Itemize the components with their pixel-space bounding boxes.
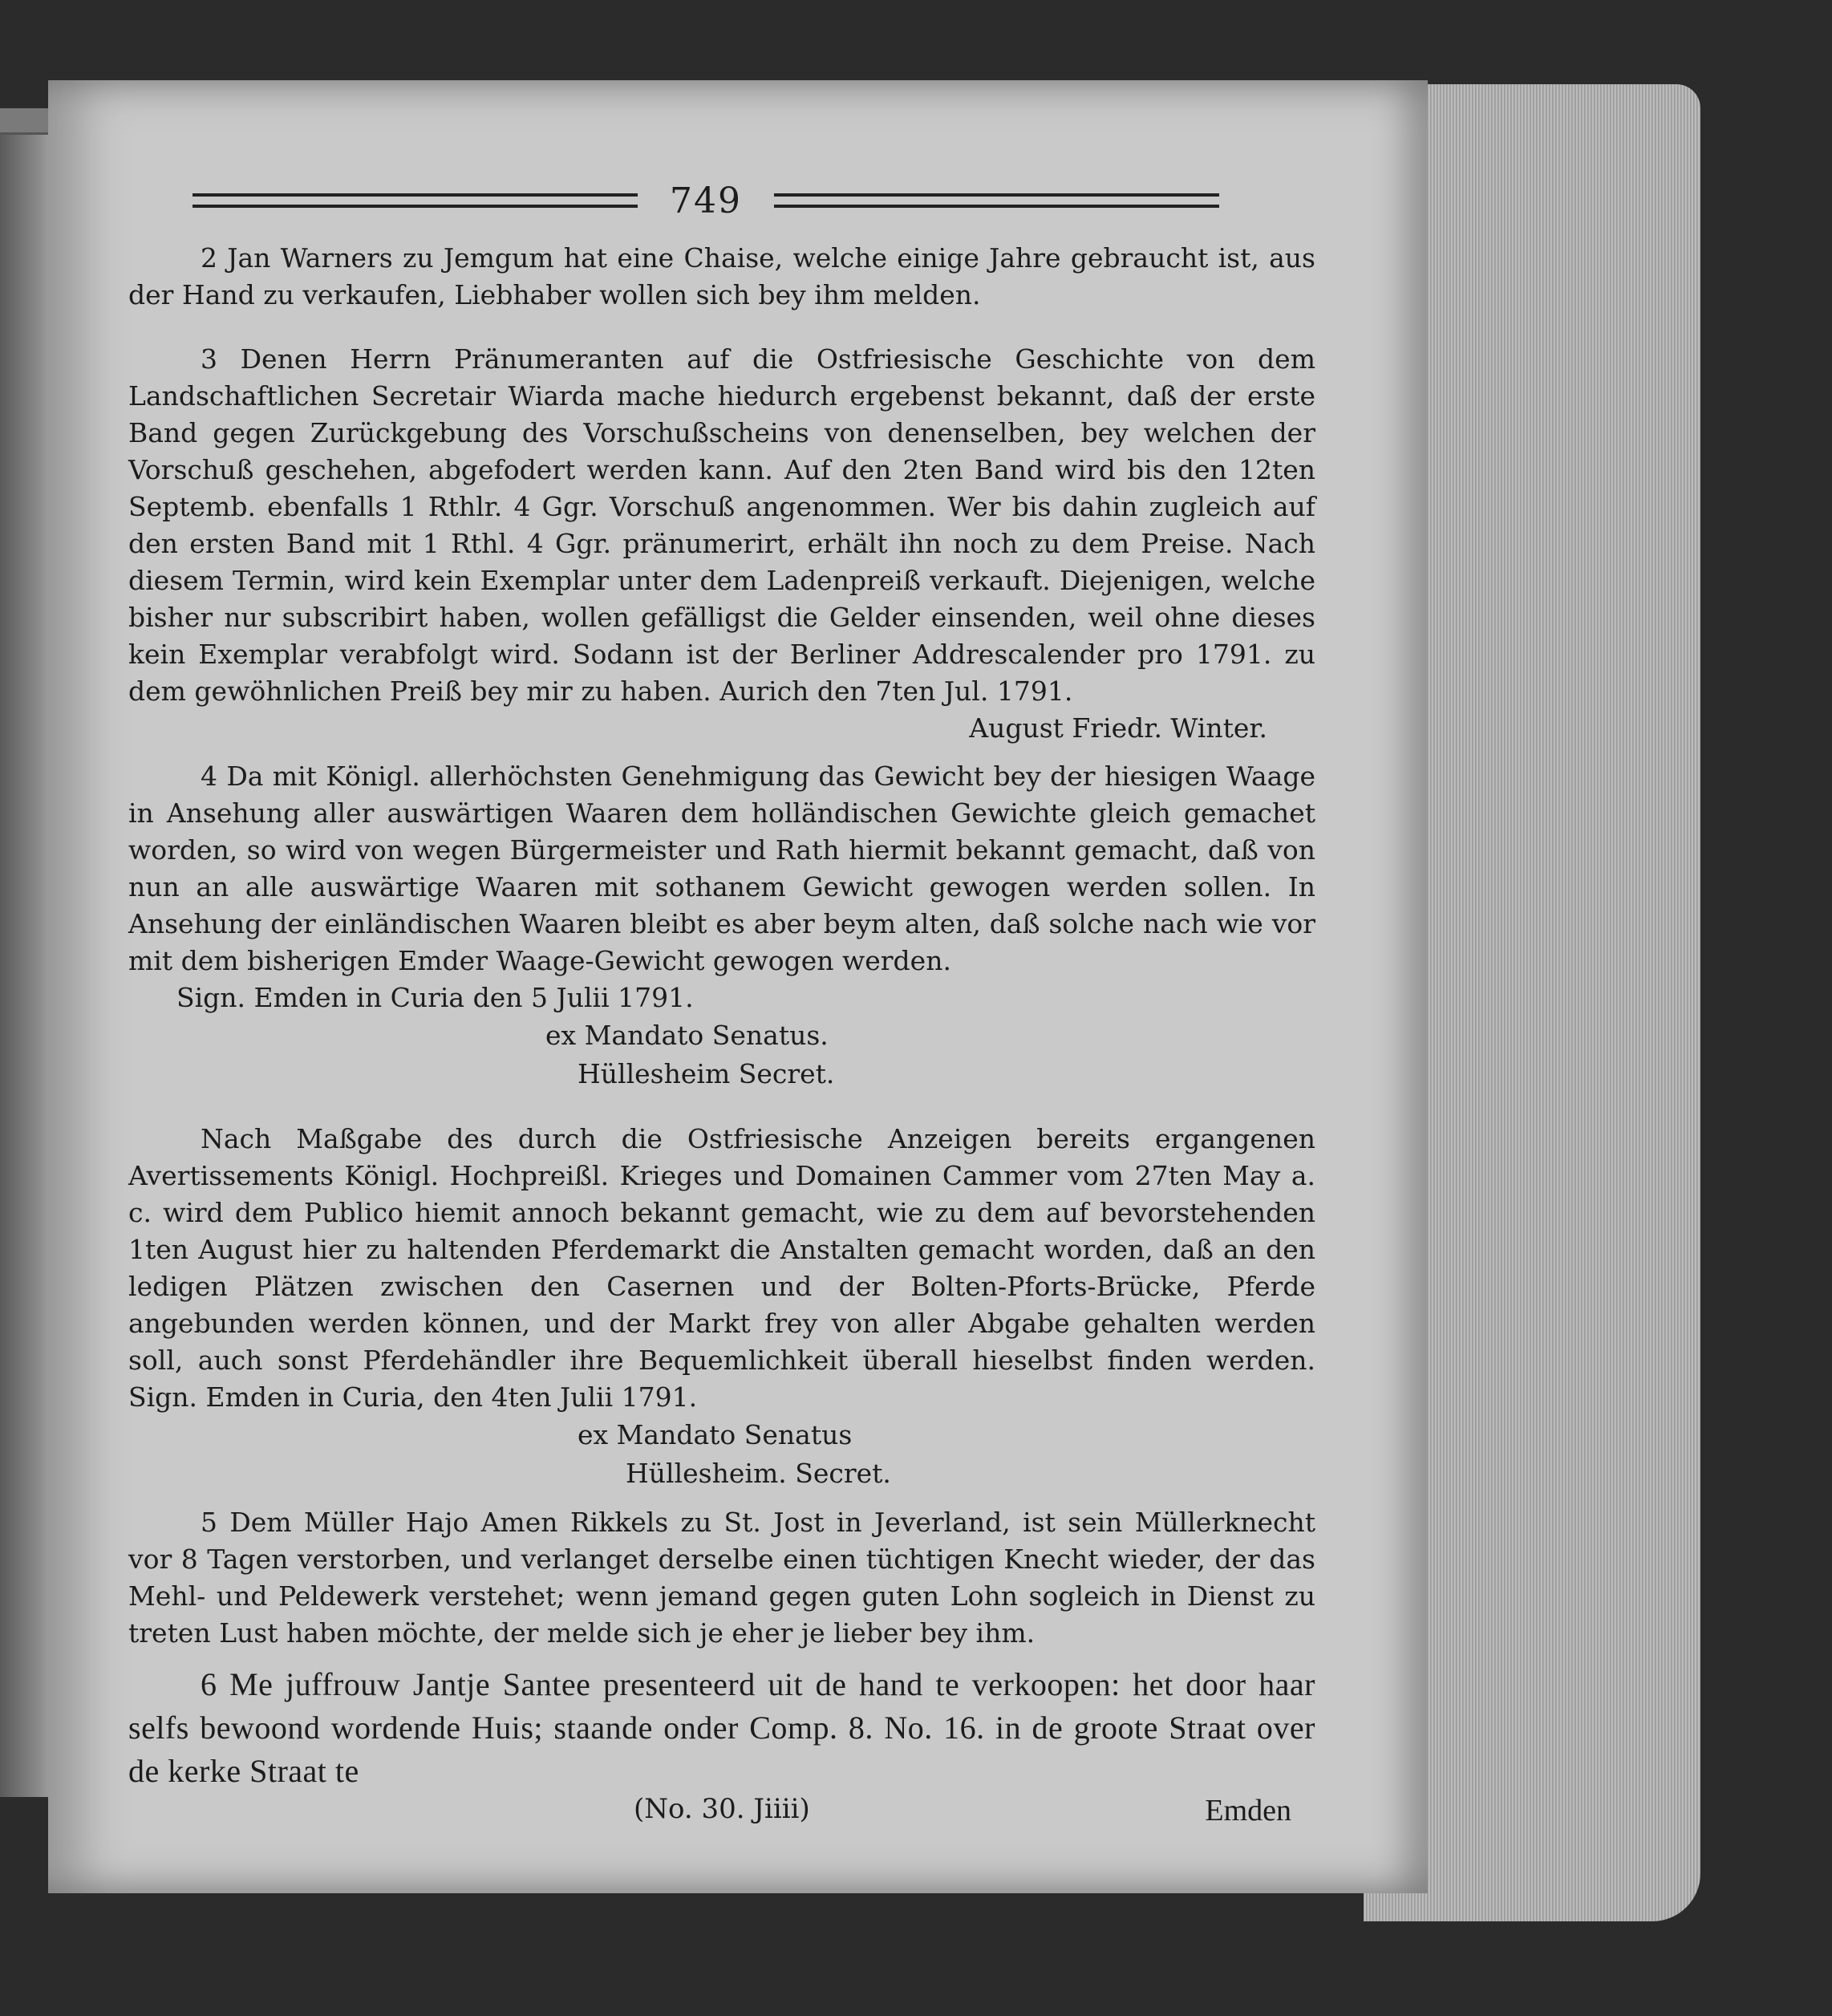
notice-6: 6 Me juffrouw Jantje Santee presenteerd uit de hand te verkoopen: het door haar selfs bewoond wordende Huis; staande onder Comp. 8. No. 16. in de groote Straat over de kerke Straat te [128,1666,1315,1789]
notice-3-signature: August Friedr. Winter. [969,712,1267,744]
signature-mark: (No. 30. Jiiii) [634,1793,810,1825]
page-footer [128,1793,1315,1838]
notice-4-mandate: ex Mandato Senatus. [545,1020,829,1051]
book-page [48,80,1428,1893]
horse-market-secretary: Hüllesheim. Secret. [626,1458,891,1489]
catchword: Emden [1205,1794,1291,1827]
header-rule-left [193,193,638,208]
notice-4-sign-date: Sign. Emden in Curia den 5 Julii 1791. [176,982,694,1013]
notice-5: 5 Dem Müller Hajo Amen Rikkels zu St. Jost in Jeverland, ist sein Müllerknecht vor 8 Tagen verstorben, und verlanget derselbe einen tüchtigen Knecht wieder, der das Mehl- und Peldewerk verstehet; wenn jemand gegen guten Lohn sogleich in Dienst zu treten Lust haben möchte, der melde sich je eher je lieber bey ihm. [128,1507,1315,1649]
notice-3: 3 Denen Herrn Pränumeranten auf die Ostfriesische Geschichte von dem Landschaftlichen Secretair Wiarda mache hiedurch ergebenst bekannt, daß der erste Band gegen Zurückgebung des Vorschußscheins von denenselben, bey welchen der Vorschuß geschehen, abgefodert werden kann. Auf den 2ten Band wird bis den 12ten Septemb. ebenfalls 1 Rthlr. 4 Ggr. Vorschuß angenommen. Wer bis dahin zugleich auf den ersten Band mit 1 Rthl. 4 Ggr. pränumerirt, erhält ihn noch zu dem Preise. Nach diesem Termin, wird kein Exemplar unter dem Ladenpreiß verkauft. Diejenigen, welche bisher nur subscribirt haben, wollen gefälligst die Gelder einsenden, weil ohne dieses kein Exemplar verabfolgt wird. Sodann ist der Berliner Addrescalender pro 1791. zu dem gewöhnlichen Preiß bey mir zu haben. Aurich den 7ten Jul. 1791. [128,343,1315,707]
header-rule-right [774,193,1219,208]
notice-4-secretary: Hüllesheim Secret. [578,1058,835,1089]
horse-market-mandate: ex Mandato Senatus [578,1419,853,1450]
notice-4: 4 Da mit Königl. allerhöchsten Genehmigung das Gewicht bey der hiesigen Waage in Ansehung aller auswärtigen Waaren dem holländischen Gewichte gleich gemachet worden, so wird von wegen Bürgermeister und Rath hiermit bekannt gemacht, daß von nun an alle auswärtige Waaren mit sothanem Gewicht gewogen werden sollen. In Ansehung der einländischen Waaren bleibt es aber beym alten, daß solche nach wie vor mit dem bisherigen Emder Waage-Gewicht gewogen werden. [128,761,1315,976]
page-number: 749 [670,180,742,221]
notice-2: 2 Jan Warners zu Jemgum hat eine Chaise, welche einige Jahre gebraucht ist, aus der Hand zu verkaufen, Liebhaber wollen sich bey ihm melden. [128,242,1315,310]
page-text [128,172,1315,1838]
page-header [193,172,1219,229]
horse-market-notice: Nach Maßgabe des durch die Ostfriesische Anzeigen bereits ergangenen Avertissements Königl. Hochpreißl. Krieges und Domainen Cammer vom 27ten May a. c. wird dem Publico hiemit annoch bekannt gemacht, wie zu dem auf bevorstehenden 1ten August hier zu haltenden Pferdemarkt die Anstalten gemacht worden, daß an den ledigen Plätzen zwischen den Casernen und der Bolten-Pforts-Brücke, Pferde angebunden werden können, und der Markt frey von aller Abgabe gehalten werden soll, auch sonst Pferdehändler ihre Bequemlichkeit überall hieselbst finden werden. Sign. Emden in Curia, den 4ten Julii 1791. [128,1123,1315,1413]
